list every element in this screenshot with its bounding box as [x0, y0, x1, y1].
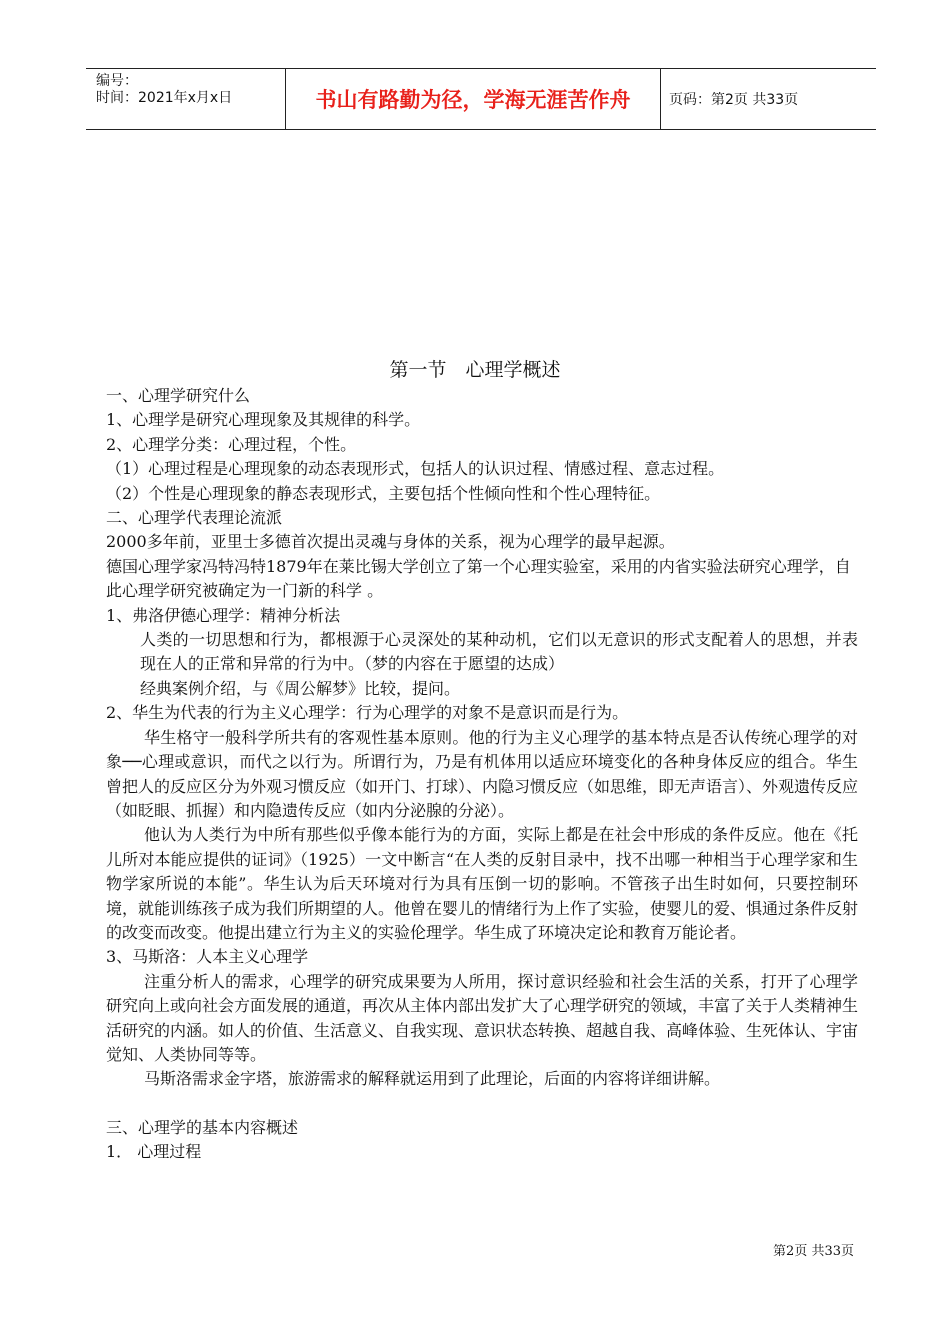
paragraph: 他认为人类行为中所有那些似乎像本能行为的方面，实际上都是在社会中形成的条件反应。他在《托儿所对本能应提供的证词》（1925）一文中断言“在人类的反射目录中，找不出哪一种相当于心理学家和生物学家所说的本能”。华生认为后天环境对行为具有压倒一切的影响。不管孩子出生时如何，只要控制环境，就能训练孩子成为我们所期望的人。他曾在婴儿的情绪行为上作了实验，使婴儿的爱、惧通过条件反射的改变而改变。他提出建立行为主义的实验伦理学。华生成了环境决定论和教育万能论者。: [106, 825, 859, 942]
number-label: 编号：: [96, 73, 138, 89]
header-meta: [86, 69, 285, 129]
paragraph: 注重分析人的需求，心理学的研究成果要为人所用，探讨意识经验和社会生活的关系，打开了心理学研究向上或向社会方面发展的通道，再次从主体内部出发扩大了心理学研究的领域，丰富了关于人类精神生活研究的内涵。如人的价值、生活意义、自我实现、意识状态转换、超越自我、高峰体验、生死体认、宇宙觉知、人类协同等等。: [106, 971, 859, 1064]
paragraph: 人类的一切思想和行为，都根源于心灵深处的某种动机，它们以无意识的形式支配着人的思想，并表现在人的正常和异常的行为中。（梦的内容在于愿望的达成）: [140, 630, 858, 674]
section-title: 第一节 心理学概述: [389, 359, 561, 381]
page-footer: 第2页 共33页: [773, 1244, 854, 1259]
header-page-label: 页码：第2页 共33页: [669, 92, 799, 108]
document-body: [106, 384, 858, 1165]
subheading-watson: 2、华生为代表的行为主义心理学：行为心理学的对象不是意识而是行为。: [106, 703, 629, 723]
paragraph: 2、心理学分类：心理过程，个性。: [106, 434, 357, 454]
header-motto: 书山有路勤为径，学海无涯苦作舟: [285, 69, 661, 129]
date-label: 时间：2021年x月x日: [96, 90, 233, 106]
paragraph: 2000多年前，亚里士多德首次提出灵魂与身体的关系，视为心理学的最早起源。: [106, 532, 675, 552]
subheading-mental-process: 1． 心理过程: [106, 1142, 202, 1162]
paragraph: 华生格守一般科学所共有的客观性基本原则。他的行为主义心理学的基本特点是否认传统心理学的对象──心理或意识，而代之以行为。所谓行为，乃是有机体用以适应环境变化的各种身体反应的组合。华生曾把人的反应区分为外观习惯反应（如开门、打球）、内隐习惯反应（如思维，即无声语言）、外观遗传反应（如眨眼、抓握）和内隐遗传反应（如内分泌腺的分泌）。: [106, 727, 859, 820]
spacer: [106, 1092, 858, 1116]
paragraph: 经典案例介绍，与《周公解梦》比较，提问。: [140, 678, 461, 698]
paragraph: （1）心理过程是心理现象的动态表现形式，包括人的认识过程、情感过程、意志过程。: [106, 459, 725, 479]
paragraph: 马斯洛需求金字塔，旅游需求的解释就运用到了此理论，后面的内容将详细讲解。: [144, 1069, 721, 1089]
subheading-maslow: 3、马斯洛：人本主义心理学: [106, 947, 309, 967]
paragraph: 德国心理学家冯特冯特1879年在莱比锡大学创立了第一个心理实验室，采用的内省实验法研究心理学，自此心理学研究被确定为一门新的科学 。: [106, 556, 851, 601]
heading-theory-schools: 二、心理学代表理论流派: [106, 508, 283, 528]
page-header: [86, 68, 876, 130]
subheading-freud: 1、弗洛伊德心理学：精神分析法: [106, 605, 341, 625]
heading-what-psychology-studies: 一、心理学研究什么: [106, 386, 251, 405]
heading-basic-content: 三、心理学的基本内容概述: [106, 1117, 299, 1137]
paragraph: 1、心理学是研究心理现象及其规律的科学。: [106, 410, 421, 430]
paragraph: （2）个性是心理现象的静态表现形式，主要包括个性倾向性和个性心理特征。: [106, 483, 661, 503]
